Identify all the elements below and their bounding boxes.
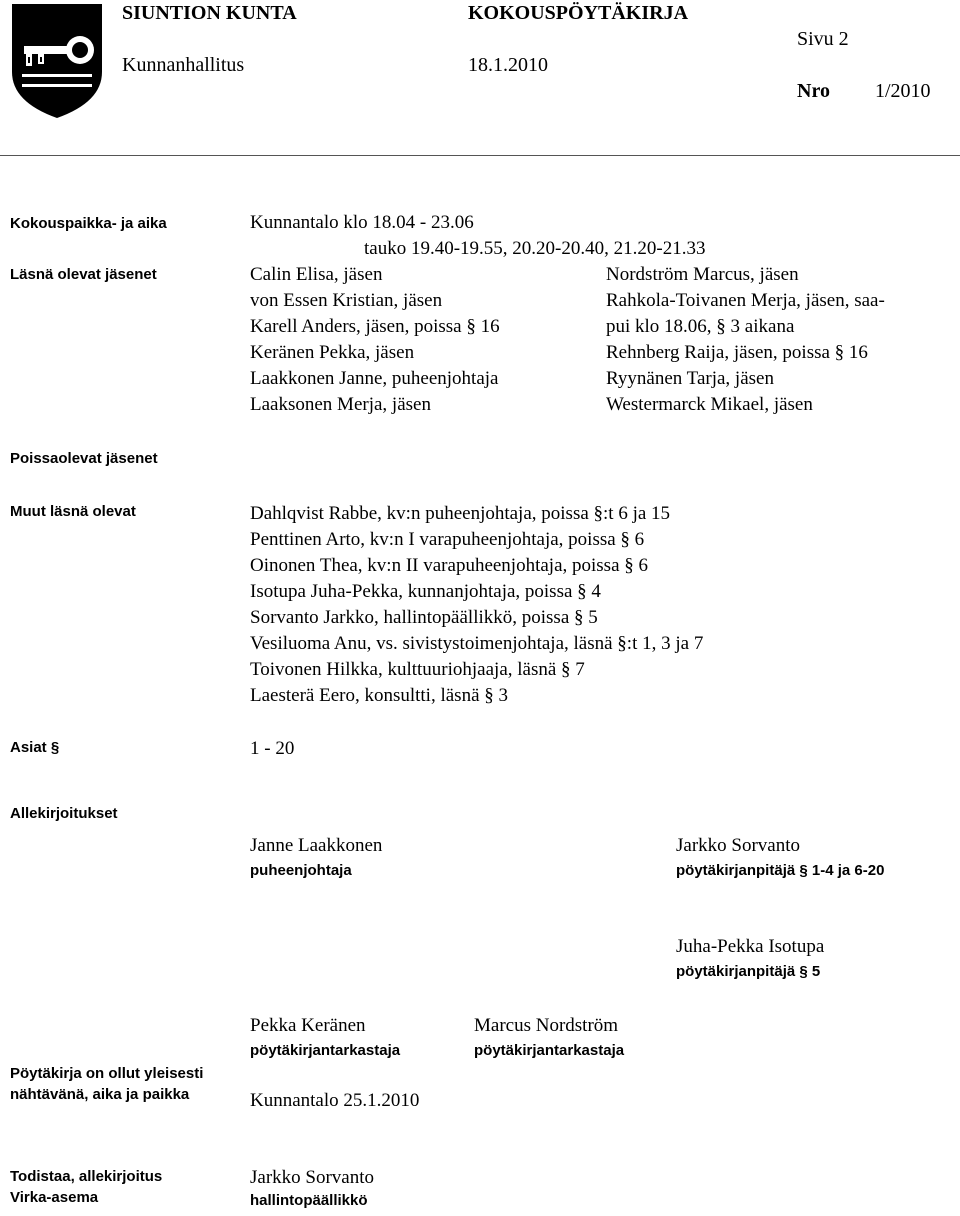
certify-label: Todistaa, allekirjoitus Virka-asema	[10, 1168, 163, 1206]
public-display-label: Pöytäkirja on ollut yleisesti nähtävänä, aika ja paikka	[10, 1065, 204, 1103]
meeting-place-line2: tauko 19.40-19.55, 20.20-20.40, 21.20-21.33	[364, 238, 706, 259]
list-item: Dahlqvist Rabbe, kv:n puheenjohtaja, poissa §:t 6 ja 15	[250, 503, 671, 524]
document-type: KOKOUSPÖYTÄKIRJA	[468, 2, 689, 24]
list-item: Keränen Pekka, jäsen	[250, 342, 415, 363]
list-item: Vesiluoma Anu, vs. sivistystoimenjohtaja, läsnä §:t 1, 3 ja 7	[250, 633, 704, 654]
signatures-label: Allekirjoitukset	[10, 805, 118, 822]
chair-role: puheenjohtaja	[250, 862, 352, 879]
present-members-label: Läsnä olevat jäsenet	[10, 266, 157, 283]
list-item: Laesterä Eero, konsultti, läsnä § 3	[250, 685, 509, 706]
list-item: Rehnberg Raija, jäsen, poissa § 16	[606, 342, 868, 363]
meeting-date: 18.1.2010	[468, 54, 548, 76]
page-number: Sivu 2	[797, 28, 849, 50]
list-item: Ryynänen Tarja, jäsen	[606, 368, 774, 389]
meeting-place-line1: Kunnantalo klo 18.04 - 23.06	[250, 212, 474, 233]
others-present-list	[250, 501, 703, 709]
list-item: Laaksonen Merja, jäsen	[250, 394, 431, 415]
public-display-place-date: Kunnantalo 25.1.2010	[250, 1090, 420, 1111]
header-divider	[0, 155, 960, 156]
list-item: Penttinen Arto, kv:n I varapuheenjohtaja, poissa § 6	[250, 529, 645, 550]
nro-label: Nro	[797, 80, 830, 102]
list-item: Westermarck Mikael, jäsen	[606, 394, 813, 415]
list-item: Calin Elisa, jäsen	[250, 264, 383, 285]
nro-value: 1/2010	[875, 80, 931, 102]
chair-name: Janne Laakkonen	[250, 835, 383, 856]
list-item: Oinonen Thea, kv:n II varapuheenjohtaja, poissa § 6	[250, 555, 649, 576]
inspector1-name: Pekka Keränen	[250, 1015, 366, 1036]
list-item: Karell Anders, jäsen, poissa § 16	[250, 316, 500, 337]
list-item: Isotupa Juha-Pekka, kunnanjohtaja, poissa § 4	[250, 581, 601, 602]
secretary2-name: Juha-Pekka Isotupa	[676, 936, 825, 957]
absent-members-label: Poissaolevat jäsenet	[10, 450, 158, 467]
list-item: von Essen Kristian, jäsen	[250, 290, 443, 311]
inspector2-name: Marcus Nordström	[474, 1015, 619, 1036]
inspector1-role: pöytäkirjantarkastaja	[250, 1042, 401, 1059]
secretary1-role: pöytäkirjanpitäjä § 1-4 ja 6-20	[676, 862, 885, 879]
list-item: Nordström Marcus, jäsen	[606, 264, 799, 285]
certifier-name: Jarkko Sorvanto	[250, 1167, 375, 1188]
coat-of-arms-key-icon	[10, 2, 104, 120]
certifier-role: hallintopäällikkö	[250, 1192, 368, 1209]
items-range: 1 - 20	[250, 738, 295, 759]
items-label: Asiat §	[10, 739, 60, 756]
others-present-label: Muut läsnä olevat	[10, 503, 136, 520]
list-item: pui klo 18.06, § 3 aikana	[606, 316, 795, 337]
secretary2-role: pöytäkirjanpitäjä § 5	[676, 963, 821, 980]
list-item: Toivonen Hilkka, kulttuuriohjaaja, läsnä § 7	[250, 659, 585, 680]
coat-of-arms-logo	[10, 2, 104, 120]
present-members-left	[250, 262, 500, 418]
inspector2-role: pöytäkirjantarkastaja	[474, 1042, 625, 1059]
secretary1-name: Jarkko Sorvanto	[676, 835, 801, 856]
meeting-place-label: Kokouspaikka- ja aika	[10, 215, 167, 232]
present-members-right	[606, 262, 885, 418]
list-item: Rahkola-Toivanen Merja, jäsen, saa-	[606, 290, 885, 311]
organ-name: Kunnanhallitus	[122, 54, 245, 76]
list-item: Laakkonen Janne, puheenjohtaja	[250, 368, 499, 389]
list-item: Sorvanto Jarkko, hallintopäällikkö, poissa § 5	[250, 607, 598, 628]
municipality-name: SIUNTION KUNTA	[122, 2, 297, 24]
